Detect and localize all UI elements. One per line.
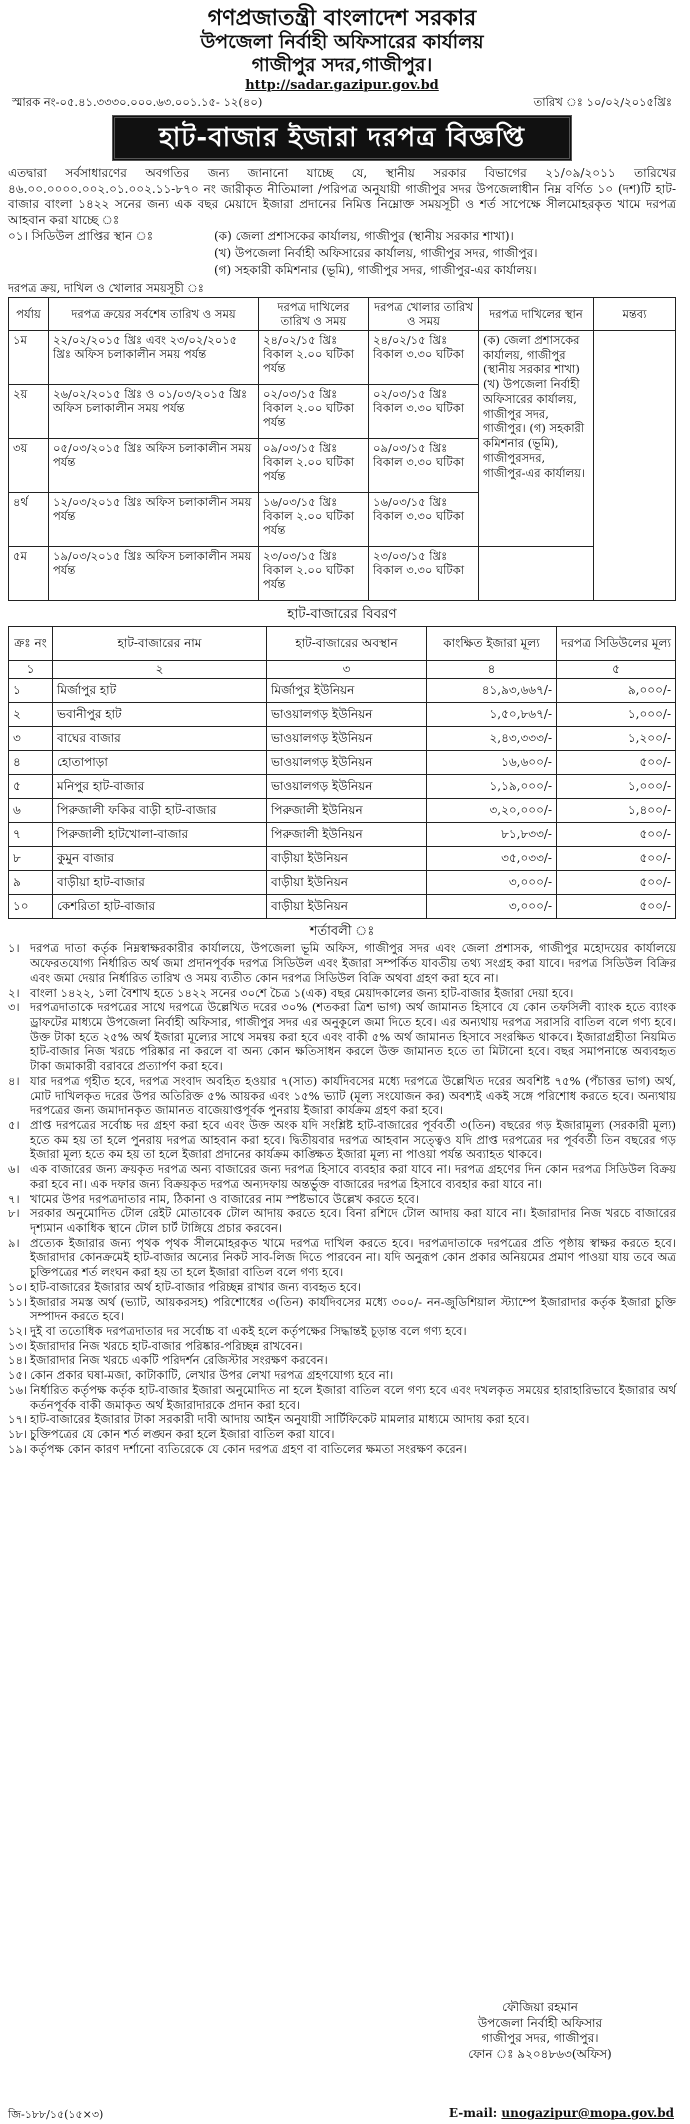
- intro-paragraph: এতদ্বারা সর্বসাধারণের অবগতির জন্য জানানো যাচ্ছে যে, স্থানীয় সরকার বিভাগের ২১/০৯/২০১১ তারিখের ৪৬.০০.০০০০.০০২.০১.০০২.১১-৮৭০ নং জারীকৃত নীতিমালা /পরিপত্র অনুযায়ী গাজীপুর সদর উপজেলাধীন নিম্ন বর্ণিত ১০ (দশ)টি হাট-বাজার বাংলা ১৪২২ সনের জন্য এক বছর মেয়াদে ইজারা প্রদানের নিমিত্ত নিম্নোক্ত সময়সূচী ও শর্ত সাপেক্ষে সীলমোহরকৃত খামে দরপত্র আহবান করা যাচ্ছে ঃ: [8, 166, 676, 227]
- memo-date: তারিখ ঃ ১০/০২/২০১৫খ্রিঃ: [533, 95, 672, 110]
- open-time-cell: ১৬/০৩/১৫ খ্রিঃ বিকাল ৩.৩০ ঘটিকা: [369, 493, 479, 547]
- market-name-cell: ভবানীপুর হাট: [53, 702, 267, 726]
- table-row: [9, 846, 676, 870]
- places-label: ০১। সিডিউল প্রাপ্তির স্থান ঃ: [8, 228, 154, 243]
- term-number: ১৮।: [8, 1427, 28, 1442]
- schedule-collection-places: [8, 228, 676, 279]
- column-header: হাট-বাজারের নাম: [53, 626, 267, 660]
- column-header: দরপত্র খোলার তারিখ ও সময়: [369, 298, 479, 331]
- term-text: যার দরপত্র গৃহীত হবে, দরপত্র সংবাদ অবহিত হওয়ার ৭(সাত) কার্যদিবসের মধ্যে দরপত্রে উল্লেখিত দরের অবশিষ্ট ৭৫% (পঁচাত্তর ভাগ) অর্থ, মোট দাখিলকৃত দরের উপর অতিরিক্ত ৫% আয়কর এবং ১৫% ভ্যাট (মূল্য সংযোজন কর) অবশ্যই একই সঙ্গে পরিশোধ করতে হবে। অন্যথায় দরপত্রের জন্য জমাদানকৃত জামানত বাজেয়াপ্তপূর্বক পুনরায় ইজারা কার্যক্রম গ্রহণ করা হবে।: [30, 1073, 676, 1118]
- column-number: ৪: [427, 660, 557, 678]
- market-name-cell: হোতাপাড়া: [53, 750, 267, 774]
- term-item: [8, 1295, 676, 1324]
- term-number: ১৭।: [8, 1412, 28, 1427]
- table-row: [9, 750, 676, 774]
- terms-title: শর্তাবলী ঃ: [309, 923, 375, 939]
- term-text: দরপত্রদাতাকে দরপত্রের সাথে দরপত্রে উল্লেখিত দরের ৩০% (শতকরা ত্রিশ ভাগ) অর্থ জামানত হিসাবে যে কোন তফসিলী ব্যাংক হতে ব্যাংক ড্রাফটের মাধ্যমে উপজেলা নির্বাহী অফিসার, গাজীপুর সদর এর অনুকূলে জমা দিতে হবে। এর অন্যথায় দরপত্র সরাসরি বাতিল বলে গণ্য হবে। উক্ত টাকা হতে ২৫% অর্থ ইজারা মূল্যের সাথে সমন্বয় করা হবে এবং বাকী ৫% অর্থ জামানত হিসাবে সংরক্ষিত থাকবে। ইজারাগ্রহীতা নিয়মিত হাট-বাজার নিজ খরচে পরিষ্কার না করলে বা অন্য কোন ক্ষতিসাধন করলে উক্ত জামানত হতে তা মিটানো হবে। বছর সমাপনান্তে অব্যবহৃত টাকা জমাকারী বরাবরে প্রত্যার্পণ করা হবে।: [30, 1000, 676, 1074]
- column-header: পর্যায়: [9, 298, 49, 331]
- submission-place-cell: [479, 547, 594, 601]
- column-header: মন্তব্য: [594, 298, 676, 331]
- remarks-cell: [594, 331, 676, 601]
- term-text: দুই বা ততোধিক দরপত্রদাতার দর সর্বোচ্চ বা একই হলে কর্তৃপক্ষের সিদ্ধান্তই চূড়ান্ত বলে গণ্য হবে।: [30, 1324, 467, 1339]
- submit-time-cell: ২৪/০২/১৫ খ্রিঃ বিকাল ২.০০ ঘটিকা পর্যন্ত: [259, 331, 369, 385]
- column-number: ২: [53, 660, 267, 678]
- expected-value-cell: ৩,০০০/-: [427, 870, 557, 894]
- open-time-cell: ২৩/০৩/১৫ খ্রিঃ বিকাল ৩.৩০ ঘটিকা: [369, 547, 479, 601]
- schedule-fee-cell: ৯,০০০/-: [557, 678, 676, 702]
- market-name-cell: কেশরিতা হাট-বাজার: [53, 894, 267, 918]
- serial-cell: ৮: [9, 846, 53, 870]
- market-location-cell: পিরুজালী ইউনিয়ন: [267, 798, 427, 822]
- office-location: গাজীপুর সদর,গাজীপুর।: [251, 54, 433, 77]
- term-text: ইজারাদার নিজ খরচে একটি পরিদর্শন রেজিস্টার সংরক্ষণ করবেন।: [30, 1353, 328, 1368]
- expected-value-cell: ৩,০০০/-: [427, 894, 557, 918]
- column-header: দরপত্র সিডিউলের মূল্য: [557, 626, 676, 660]
- term-text: প্রাপ্ত দরপত্রের সর্বোচ্চ দর গ্রহণ করা হবে এবং উক্ত অংক যদি সংশ্লিষ্ট হাট-বাজারের পূর্ববর্তী ৩(তিন) বছরের গড় ইজারামূল্য (সরকারী মূল্য) হতে কম হয় তা হলে পুনরায় দরপত্র আহবান করা হবে। দ্বিতীয়বার দরপত্র আহবান সত্ত্বেও যদি প্রাপ্ত দরপত্রের দর পূর্ববর্তী তিন বছরের গড় ইজারা মূল্য হতে কম হয় তা হলে ইজারা প্রদানের কার্যক্রম কাঙ্ক্ষিত ইজারা মূল্য না পাওয়া পর্যন্ত অব্যাহত থাকবে।: [30, 1117, 676, 1162]
- term-number: ৬।: [8, 1162, 20, 1177]
- term-text: ইজারাদার নিজ খরচে হাট-বাজার পরিষ্কার-পরিচ্ছন্ন রাখবেন।: [30, 1338, 303, 1353]
- letterhead: [8, 6, 676, 94]
- term-text: ইজারার সমস্ত অর্থ (ভ্যাট, আয়করসহ) পরিশোধের ৩(তিন) কার্যদিবসের মধ্যে ৩০০/- নন-জুডিশিয়াল স্ট্যাম্পে ইজারাদার কর্তৃক ইজারা চুক্তি সম্পাদন করতে হবে।: [30, 1294, 676, 1324]
- markets-section-title: হাট-বাজারের বিবরণ: [287, 606, 397, 623]
- schedule-fee-cell: ১,০০০/-: [557, 702, 676, 726]
- table-row: [9, 822, 676, 846]
- market-location-cell: পিরুজালী ইউনিয়ন: [267, 822, 427, 846]
- memo-number: স্মারক নং-০৫.৪১.৩৩৩০.০০০.৬৩.০০১.১৫- ১২(৪০): [12, 95, 263, 110]
- column-header: ক্রঃ নং: [9, 626, 53, 660]
- term-text: চুক্তিপত্রের যে কোন শর্ত লঙ্ঘন করা হলে ইজারা বাতিল করা যাবে।: [30, 1427, 335, 1442]
- term-number: ১২।: [8, 1324, 28, 1339]
- table-row: [9, 894, 676, 918]
- market-name-cell: কুমুন বাজার: [53, 846, 267, 870]
- term-item: [8, 1206, 676, 1235]
- phase-cell: ১ম: [9, 331, 49, 385]
- term-item: [8, 1236, 676, 1280]
- table-row: [9, 702, 676, 726]
- signature-block: [430, 2000, 650, 2062]
- column-header: দরপত্র দাখিলের স্থান: [479, 298, 594, 331]
- term-number: ১১।: [8, 1294, 28, 1309]
- submit-time-cell: ১৬/০৩/১৫ খ্রিঃ বিকাল ২.০০ ঘটিকা পর্যন্ত: [259, 493, 369, 547]
- schedule-table: [8, 297, 676, 601]
- term-number: ১৯।: [8, 1441, 28, 1456]
- submit-time-cell: ০৯/০৩/১৫ খ্রিঃ বিকাল ২.০০ ঘটিকা পর্যন্ত: [259, 439, 369, 493]
- table-row: [9, 678, 676, 702]
- term-text: দরপত্র দাতা কর্তৃক নিম্নস্বাক্ষরকারীর কার্যালয়ে, উপজেলা ভূমি অফিস, গাজীপুর সদর এবং জেলা প্রশাসক, গাজীপুর মহোদয়ের কার্যালয়ে অফেরতযোগ্য নির্ধারিত অর্থ জমা প্রদানপূর্বক দরপত্র সিডিউল এবং ইজারা সম্পর্কিত যাবতীয় তথ্য সংগ্রহ করা যাবে। দরপত্র সিডিউল বিক্রির এবং জমা দেয়ার নির্ধারিত তারিখ ও সময় ব্যতীত কোন দরপত্র সিডিউল বিক্রি অথবা গ্রহণ করা হবে না।: [30, 941, 676, 985]
- market-location-cell: ভাওয়ালগড় ইউনিয়ন: [267, 750, 427, 774]
- submission-place-cell: (ক) জেলা প্রশাসকের কার্যালয়, গাজীপুর (স্থানীয় সরকার শাখা) (খ) উপজেলা নির্বাহী অফিসারের কার্যালয়, গাজীপুর সদর, গাজীপুর। (গ) সহকারী কমিশনার (ভূমি), গাজীপুরসদর, গাজীপুর-এর কার্যালয়।: [479, 331, 594, 547]
- term-number: ১৩।: [8, 1338, 28, 1353]
- column-number: ৫: [557, 660, 676, 678]
- buy-deadline-cell: ১২/০৩/২০১৫ খ্রিঃ অফিস চলাকালীন সময় পর্যন্ত: [49, 493, 259, 547]
- term-item: [8, 1324, 676, 1339]
- table-row: [9, 774, 676, 798]
- term-text: খামের উপর দরপত্রদাতার নাম, ঠিকানা ও বাজারের নাম স্পষ্টভাবে উল্লেখ করতে হবে।: [30, 1191, 420, 1206]
- serial-cell: ৯: [9, 870, 53, 894]
- buy-deadline-cell: ০৫/০৩/২০১৫ খ্রিঃ অফিস চলাকালীন সময় পর্যন্ত: [49, 439, 259, 493]
- markets-table: [8, 626, 676, 919]
- market-location-cell: ভাওয়ালগড় ইউনিয়ন: [267, 702, 427, 726]
- expected-value-cell: ১,১৯,০০০/-: [427, 774, 557, 798]
- term-number: ৩।: [8, 1000, 20, 1015]
- schedule-label: দরপত্র ক্রয়, দাখিল ও খোলার সময়সূচী ঃ: [8, 280, 204, 295]
- term-number: ১৬।: [8, 1382, 28, 1397]
- serial-cell: ১: [9, 678, 53, 702]
- notice-title-banner: হাট-বাজার ইজারা দরপত্র বিজ্ঞপ্তি: [112, 115, 572, 161]
- schedule-fee-cell: ৫০০/-: [557, 846, 676, 870]
- terms-list: [8, 941, 676, 1456]
- office-phone: ফোন ঃ ৯২০৪৮৬৩(অফিস): [468, 2046, 612, 2061]
- term-item: [8, 1353, 676, 1368]
- market-name-cell: পিরুজালী ফকির বাড়ী হাট-বাজার: [53, 798, 267, 822]
- term-item: [8, 1118, 676, 1162]
- market-name-cell: পিরুজালী হাটখোলা-বাজার: [53, 822, 267, 846]
- term-number: ৮।: [8, 1206, 20, 1221]
- email-link[interactable]: unogazipur@mopa.gov.bd: [501, 2106, 674, 2120]
- term-item: [8, 1000, 676, 1074]
- column-header: দরপত্র দাখিলের তারিখ ও সময়: [259, 298, 369, 331]
- place-item: (খ) উপজেলা নির্বাহী অফিসারের কার্যালয়, গাজীপুর সদর, গাজীপুর।: [214, 245, 538, 260]
- schedule-fee-cell: ৫০০/-: [557, 870, 676, 894]
- expected-value-cell: ৩,২০,০০০/-: [427, 798, 557, 822]
- term-item: [8, 1412, 676, 1427]
- term-text: কোন প্রকার ঘষা-মজা, কাটাকাটি, লেখার উপর লেখা দরপত্র গ্রহণযোগ্য হবে না।: [30, 1368, 394, 1383]
- term-number: ১০।: [8, 1279, 28, 1294]
- expected-value-cell: ২,৪৩,৩৩৩/-: [427, 726, 557, 750]
- term-item: [8, 1339, 676, 1354]
- serial-cell: ৩: [9, 726, 53, 750]
- submit-time-cell: ২৩/০৩/১৫ খ্রিঃ বিকাল ২.০০ ঘটিকা পর্যন্ত: [259, 547, 369, 601]
- print-code: জি-১৮৮/১৫(১৫×৩): [8, 2108, 104, 2121]
- market-name-cell: মনিপুর হাট-বাজার: [53, 774, 267, 798]
- serial-cell: ৬: [9, 798, 53, 822]
- term-number: ২।: [8, 985, 20, 1000]
- table-row: [9, 726, 676, 750]
- term-number: ৯।: [8, 1235, 20, 1250]
- column-number: ১: [9, 660, 53, 678]
- serial-cell: ৭: [9, 822, 53, 846]
- buy-deadline-cell: ২২/০২/২০১৫ খ্রিঃ এবং ২৩/০২/২০১৫ খ্রিঃ অফিস চলাকালীন সময় পর্যন্ত: [49, 331, 259, 385]
- market-location-cell: ভাওয়ালগড় ইউনিয়ন: [267, 774, 427, 798]
- term-number: ৪।: [8, 1073, 20, 1088]
- term-number: ১৫।: [8, 1368, 28, 1383]
- schedule-header-row: [9, 298, 676, 331]
- schedule-fee-cell: ১,২০০/-: [557, 726, 676, 750]
- term-text: হাট-বাজারের ইজারার অর্থ হাট-বাজার পরিচ্ছন্ন রাখার জন্য ব্যবহৃত হবে।: [30, 1279, 362, 1294]
- phase-cell: ৩য়: [9, 439, 49, 493]
- open-time-cell: ২৪/০২/১৫ খ্রিঃ বিকাল ৩.৩০ ঘটিকা: [369, 331, 479, 385]
- open-time-cell: ০৯/০৩/১৫ খ্রিঃ বিকাল ৩.৩০ ঘটিকা: [369, 439, 479, 493]
- government-name: গণপ্রজাতন্ত্রী বাংলাদেশ সরকার: [207, 5, 477, 31]
- market-name-cell: মির্জাপুর হাট: [53, 678, 267, 702]
- expected-value-cell: ৩৫,০৩৩/-: [427, 846, 557, 870]
- market-location-cell: বাড়ীয়া ইউনিয়ন: [267, 846, 427, 870]
- office-name: উপজেলা নির্বাহী অফিসারের কার্যালয়: [200, 31, 484, 54]
- term-text: হাট-বাজারের ইজারার টাকা সরকারী দাবী আদায় আইন অনুযায়ী সার্টিফিকেট মামলার মাধ্যমে আদায় করা হবে।: [30, 1412, 530, 1427]
- term-item: [8, 1427, 676, 1442]
- serial-cell: ৫: [9, 774, 53, 798]
- term-item: [8, 1280, 676, 1295]
- column-header: কাংক্ষিত ইজারা মূল্য: [427, 626, 557, 660]
- table-row: [9, 798, 676, 822]
- column-number: ৩: [267, 660, 427, 678]
- open-time-cell: ০২/০৩/১৫ খ্রিঃ বিকাল ৩.৩০ ঘটিকা: [369, 385, 479, 439]
- website-link[interactable]: http://sadar.gazipur.gov.bd: [245, 77, 439, 93]
- schedule-fee-cell: ৫০০/-: [557, 822, 676, 846]
- market-location-cell: বাড়ীয়া ইউনিয়ন: [267, 894, 427, 918]
- serial-cell: ১০: [9, 894, 53, 918]
- expected-value-cell: ৪১,৯৩,৬৬৭/-: [427, 678, 557, 702]
- markets-header-row: [9, 626, 676, 660]
- signatory-office: গাজীপুর সদর, গাজীপুর।: [481, 2031, 599, 2046]
- term-item: [8, 1162, 676, 1191]
- memo-line: [8, 95, 676, 109]
- email-line: [449, 2106, 674, 2121]
- schedule-fee-cell: ১,০০০/-: [557, 774, 676, 798]
- expected-value-cell: ১,৫০,৮৬৭/-: [427, 702, 557, 726]
- schedule-fee-cell: ১,৪০০/-: [557, 798, 676, 822]
- serial-cell: ২: [9, 702, 53, 726]
- term-item: [8, 986, 676, 1001]
- term-item: [8, 1383, 676, 1412]
- term-number: ১৪।: [8, 1353, 28, 1368]
- term-text: এক বাজারের জন্য ক্রয়কৃত দরপত্র অন্য বাজারের জন্য দরপত্র হিসাবে ব্যবহার করা যাবে না। দরপত্র গ্রহণের দিন কোন দরপত্র সিডিউল বিক্রয় করা হবে না। এক দফার জন্য বিক্রয়কৃত দরপত্র অন্যদফায় অন্তর্ভুক্ত বাজারের দরপত্র হিসাবে ব্যবহার করা যাবে না।: [30, 1162, 676, 1191]
- column-number-row: [9, 660, 676, 678]
- term-item: [8, 1442, 676, 1457]
- column-header: দরপত্র ক্রয়ের সর্বশেষ তারিখ ও সময়: [49, 298, 259, 331]
- signatory-name: ফৌজিয়া রহমান: [502, 2000, 578, 2014]
- term-item: [8, 1074, 676, 1118]
- phase-cell: ২য়: [9, 385, 49, 439]
- term-number: ১।: [8, 941, 20, 956]
- phase-cell: ৫ম: [9, 547, 49, 601]
- market-location-cell: ভাওয়ালগড় ইউনিয়ন: [267, 726, 427, 750]
- expected-value-cell: ৮১,৮৩৩/-: [427, 822, 557, 846]
- term-item: [8, 1192, 676, 1207]
- market-name-cell: বাড়ীয়া হাট-বাজার: [53, 870, 267, 894]
- submit-time-cell: ০২/০৩/১৫ খ্রিঃ বিকাল ২.০০ ঘটিকা পর্যন্ত: [259, 385, 369, 439]
- signatory-designation: উপজেলা নির্বাহী অফিসার: [477, 2015, 603, 2030]
- schedule-fee-cell: ৫০০/-: [557, 894, 676, 918]
- email-label: E-mail:: [448, 2106, 498, 2120]
- market-location-cell: বাড়ীয়া ইউনিয়ন: [267, 870, 427, 894]
- term-text: নির্ধারিত কর্তৃপক্ষ কর্তৃক হাট-বাজার ইজারা অনুমোদিত না হলে ইজারা বাতিল বলে গণ্য হবে এবং দখলকৃত সময়ের হারাহারিভাবে ইজারার অর্থ কর্তনপূর্বক বাকী জমাকৃত অর্থ ইজারাদারকে প্রদান করা হবে।: [30, 1382, 676, 1412]
- buy-deadline-cell: ১৯/০৩/২০১৫ খ্রিঃ অফিস চলাকালীন সময় পর্যন্ত: [49, 547, 259, 601]
- term-text: কর্তৃপক্ষ কোন কারণ দর্শানো ব্যতিরেকে যে কোন দরপত্র গ্রহণ বা বাতিলের ক্ষমতা সংরক্ষণ করেন।: [30, 1441, 467, 1456]
- market-location-cell: মির্জাপুর ইউনিয়ন: [267, 678, 427, 702]
- buy-deadline-cell: ২৬/০২/২০১৫ খ্রিঃ ও ০১/০৩/২০১৫ খ্রিঃ অফিস চলাকালীন সময় পর্যন্ত: [49, 385, 259, 439]
- column-header: হাট-বাজারের অবস্থান: [267, 626, 427, 660]
- schedule-fee-cell: ৫০০/-: [557, 750, 676, 774]
- term-text: সরকার অনুমোদিত টোল রেইট মোতাবেক টোল আদায় করতে হবে। বিনা রশিদে টোল আদায় করা যাবে না। ইজারাদার নিজ খরচে বাজারের দৃশ্যমান একাধিক স্থানে টোল চার্ট টাঙ্গিয়ে প্রচার করবেন।: [30, 1206, 676, 1236]
- expected-value-cell: ১৬,৬০০/-: [427, 750, 557, 774]
- table-row: [9, 870, 676, 894]
- term-text: বাংলা ১৪২২, ১লা বৈশাখ হতে ১৪২২ সনের ৩০শে চৈত্র ১(এক) বছর মেয়াদকালের জন্য হাট-বাজার ইজারা দেয়া হবে।: [30, 985, 574, 1000]
- place-item: (গ) সহকারী কমিশনার (ভূমি), গাজীপুর সদর, গাজীপুর-এর কার্যালয়।: [214, 262, 537, 277]
- table-row: [9, 547, 676, 601]
- serial-cell: ৪: [9, 750, 53, 774]
- term-number: ৫।: [8, 1117, 20, 1132]
- term-item: [8, 941, 676, 985]
- place-item: (ক) জেলা প্রশাসকের কার্যালয়, গাজীপুর (স্থানীয় সরকার শাখা)।: [214, 228, 514, 243]
- market-name-cell: বাঘের বাজার: [53, 726, 267, 750]
- term-number: ৭।: [8, 1191, 20, 1206]
- phase-cell: ৪র্থ: [9, 493, 49, 547]
- term-text: প্রত্যেক ইজারার জন্য পৃথক পৃথক সীলমোহরকৃত খামে দরপত্র দাখিল করতে হবে। দরপত্রদাতাকে দরপত্রের প্রতি পৃষ্ঠায় স্বাক্ষর করতে হবে। ইজারাদার কোনক্রমেই হাট-বাজার অন্যের নিকট সাব-লিজ দিতে পারবেন না। যদি অনুরূপ কোন প্রকার অনিয়মের প্রমাণ পাওয়া যায় তবে অত্র চুক্তিপত্রের শর্ত লংঘন করা হয় তা হলে ইজারা বাতিল বলে গণ্য হবে।: [30, 1235, 676, 1280]
- table-row: [9, 331, 676, 385]
- term-item: [8, 1368, 676, 1383]
